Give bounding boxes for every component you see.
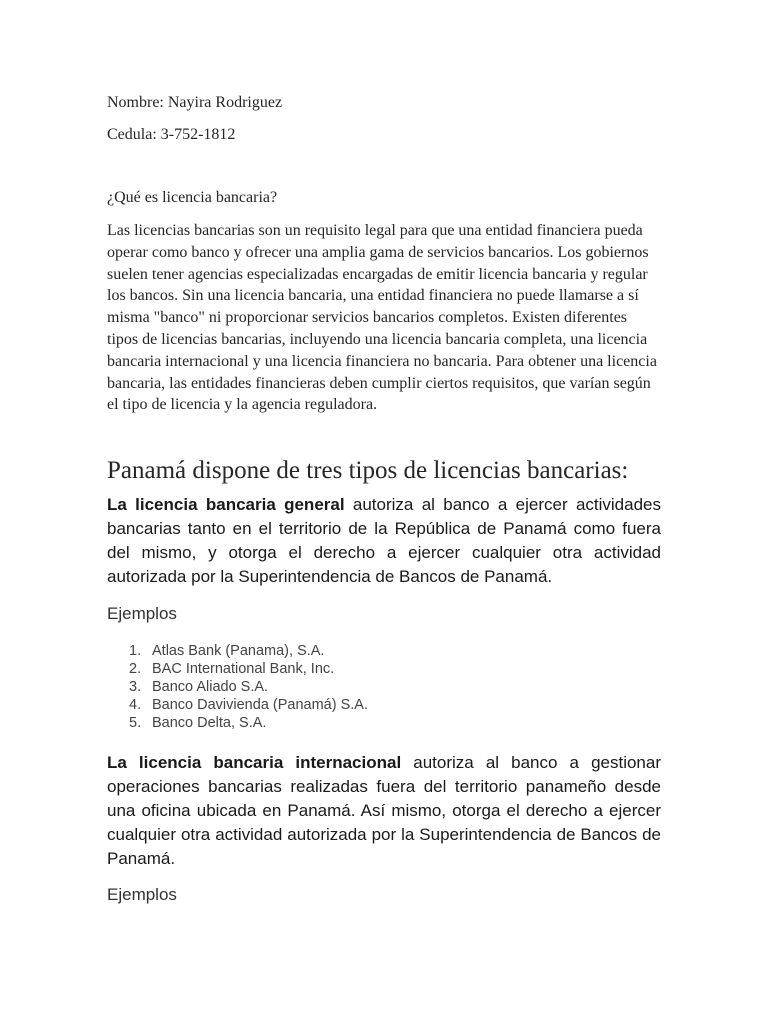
list-item (107, 660, 368, 678)
general-license-term: La licencia bancaria general (107, 495, 345, 514)
international-examples-label: Ejemplos (107, 885, 177, 904)
list-item-name: Banco Delta, S.A. (152, 715, 267, 731)
international-license-paragraph (107, 751, 661, 871)
list-item-name: Banco Aliado S.A. (152, 679, 269, 695)
intro-paragraph: Las licencias bancarias son un requisito legal para que una entidad financiera pueda operar como banco y ofrecer una amplia gama de servicios bancarios. Los gobiernos suelen tener agencias especializadas encargadas de emitir licencia bancaria y regular los bancos. Sin una licencia bancaria, una entidad financiera no puede llamarse a sí misma "banco" ni proporcionar servicios bancarios completos. Existen diferentes tipos de licencias bancarias, incluyendo una licencia bancaria completa, una licencia bancaria internacional y una licencia financiera no bancaria. Para obtener una licencia bancaria, las entidades financieras deben cumplir ciertos requisitos, que varían según el tipo de licencia y la agencia reguladora. (107, 222, 657, 414)
student-id: Cedula: 3-752-1812 (107, 126, 236, 143)
list-item-number: 1. (129, 643, 142, 659)
international-license-term: La licencia bancaria internacional (107, 753, 402, 772)
list-item-number: 3. (129, 679, 142, 695)
list-item-name: Banco Davivienda (Panamá) S.A. (152, 697, 368, 713)
list-item-number: 2. (129, 661, 142, 677)
list-item (107, 678, 368, 696)
student-name: Nombre: Nayira Rodriguez (107, 94, 283, 111)
international-license-text: autoriza al banco a gestionar operaciones bancarias realizadas fuera del territorio panameño desde una oficina ubicada en Panamá. Así mismo, otorga el derecho a ejercer cualquier otra actividad autorizada por la Superintendencia de Bancos de Panamá. (107, 753, 661, 868)
list-item (107, 696, 368, 714)
list-item-name: BAC International Bank, Inc. (152, 661, 335, 677)
general-examples-list (107, 642, 368, 732)
general-license-paragraph (107, 493, 661, 589)
intro-question: ¿Qué es licencia bancaria? (107, 189, 278, 206)
list-item-name: Atlas Bank (Panama), S.A. (152, 643, 325, 659)
list-item (107, 642, 368, 660)
general-examples-label: Ejemplos (107, 604, 177, 623)
list-item-number: 5. (129, 715, 142, 731)
list-item-number: 4. (129, 697, 142, 713)
section-heading: Panamá dispone de tres tipos de licencias bancarias: (107, 457, 629, 484)
list-item (107, 714, 368, 732)
general-license-text: autoriza al banco a ejercer actividades bancarias tanto en el territorio de la República de Panamá como fuera del mismo, y otorga el derecho a ejercer cualquier otra actividad autorizada por la Superintendencia de Bancos de Panamá. (107, 495, 661, 586)
